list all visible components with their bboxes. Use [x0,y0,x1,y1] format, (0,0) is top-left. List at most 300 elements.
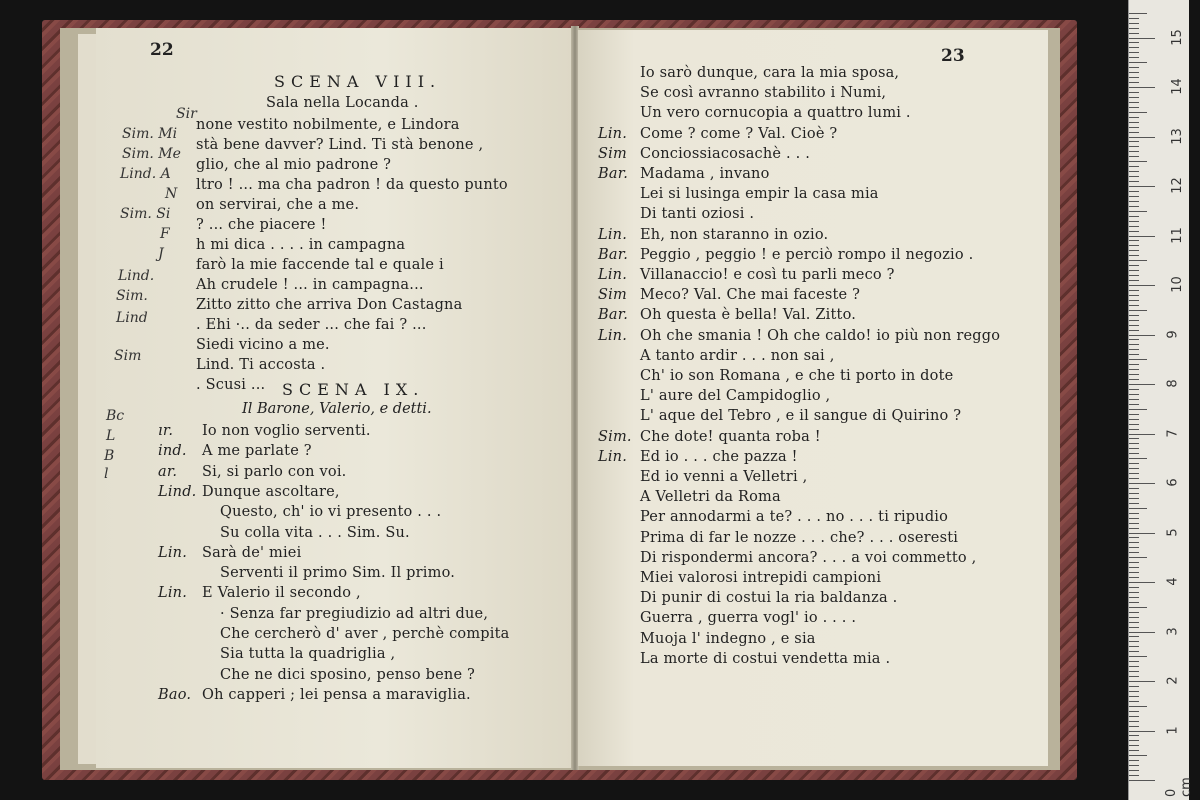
dialogue-text: Conciossiacosachè . . . [640,145,811,162]
ruler-tick [1129,503,1139,504]
ruler-tick [1129,612,1139,613]
ruler-tick [1129,171,1139,172]
ruler-tick [1129,468,1139,469]
ruler-tick [1129,325,1139,326]
text-line [158,625,509,643]
text-line [598,104,911,122]
ruler-tick [1129,671,1139,672]
text-line [196,296,462,314]
dialogue-text: Muoja l' indegno , e sia [640,630,816,647]
ruler-tick [1129,181,1139,182]
ruler-number: 9 [1165,329,1181,339]
ruler-tick [1129,711,1139,712]
ruler-tick [1129,384,1155,385]
text-line [598,569,881,587]
ruler-number: 13 [1169,127,1185,145]
ruler-tick [1129,651,1139,652]
ruler-tick [1129,493,1139,494]
text-line [598,630,816,648]
text-line [598,125,837,143]
ruler-tick [1129,740,1139,741]
text-line [598,367,953,385]
text-line [598,266,895,284]
ruler-tick [1129,359,1147,360]
dialogue-text: Un vero cornucopia a quattro lumi . [640,105,911,122]
ruler-tick [1129,676,1139,677]
ruler-number: 0 cm [1164,777,1194,797]
dialogue-text: Meco? Val. Che mai faceste ? [640,287,861,304]
dialogue-text: Che cercherò d' aver , perchè compita [220,626,510,642]
ruler-tick [1129,265,1139,266]
ruler-tick [1129,82,1139,83]
dialogue-text: glio, che al mio padrone ? [196,157,392,173]
ruler-tick [1129,354,1139,355]
text-line [598,327,1000,345]
ruler-tick [1129,270,1139,271]
speaker-label: Lin. [598,267,628,283]
ruler-tick [1129,394,1139,395]
ruler-tick [1129,250,1139,251]
stage-direction: Il Barone, Valerio, e detti. [242,401,432,417]
ruler-tick [1129,438,1139,439]
dialogue-text: E Valerio il secondo , [202,585,361,602]
dialogue-text: Lei si lusinga empir la casa mia [640,186,879,203]
speaker-label: Bar. [598,246,629,263]
text-line [598,589,898,607]
ruler-tick [1129,716,1139,717]
ruler-tick [1129,57,1139,58]
scene-title-ix: SCENA IX. [282,380,425,399]
ruler-tick [1129,721,1139,722]
dialogue-text: Madama , invano [640,166,770,182]
text-line [598,650,890,668]
text-line [598,529,958,547]
ruler-tick [1129,38,1155,39]
dialogue-text: Io non voglio serventi. [202,423,371,439]
ruler-tick [1129,127,1139,128]
ruler-tick [1129,206,1139,207]
speaker-label: Lin. [598,327,628,344]
ruler-tick [1129,587,1139,588]
ruler-tick [1129,141,1139,142]
text-line [598,387,830,405]
ruler-tick [1129,221,1139,222]
dialogue-text: Prima di far le nozze . . . che? . . . oseresti [640,529,959,546]
dialogue-text: Peggio , peggio ! e perciò rompo il negozio . [640,246,974,263]
ruler-tick [1129,166,1139,167]
ruler-number: 6 [1165,478,1181,487]
margin-fragment: Sim. Me [122,146,181,162]
page-number-right: 23 [941,46,965,66]
ruler-tick [1129,770,1139,771]
text-line [598,347,835,365]
ruler-tick [1129,330,1139,331]
ruler-tick [1129,122,1139,123]
ruler-tick [1129,760,1139,761]
text-line [158,584,361,602]
ruler-tick [1129,429,1139,430]
ruler-tick [1129,107,1139,108]
ruler-number: 11 [1169,226,1185,244]
ruler-tick [1129,641,1139,642]
ruler-tick [1129,453,1139,454]
ruler-tick [1129,478,1139,479]
ruler-tick [1129,473,1139,474]
margin-fragment: Bc [106,408,125,424]
ruler-tick [1129,562,1139,563]
right-page [578,30,1048,766]
text-line [158,645,395,663]
ruler-tick [1129,52,1139,53]
ruler-tick [1129,602,1139,603]
ruler-number: 8 [1165,379,1181,388]
dialogue-text: Lind. Ti accosta . [196,357,326,373]
ruler-tick [1129,582,1155,583]
text-line [196,236,405,254]
ruler-tick [1129,275,1139,276]
dialogue-text: stà bene davver? Lind. Ti stà benone , [196,137,484,153]
dialogue-text: Questo, ch' io vi presento . . . [220,504,442,521]
dialogue-text: . Scusi ... [196,377,266,393]
ruler-tick [1129,245,1139,246]
dialogue-text: none vestito nobilmente, e Lindora [196,117,460,133]
text-line [598,84,886,102]
text-line [196,356,325,374]
ruler-tick [1129,448,1139,449]
text-line [598,407,961,425]
text-line [196,256,444,274]
text-line [158,503,441,521]
ruler-tick [1129,67,1139,68]
dialogue-text: Se così avranno stabilito i Numi, [640,85,887,102]
speaker-label: Bao. [158,686,192,703]
text-line [196,196,359,214]
text-line [598,428,821,446]
ruler-tick [1129,513,1139,514]
ruler-tick [1129,320,1139,321]
speaker-label: Lin. [598,448,628,465]
ruler-tick [1129,156,1139,157]
ruler-tick [1129,216,1139,217]
ruler-tick [1129,47,1139,48]
dialogue-text: Eh, non staranno in ozio. [640,226,829,243]
ruler-tick [1129,607,1147,608]
ruler-tick [1129,280,1139,281]
margin-fragment: J [158,246,164,262]
ruler-tick [1129,23,1139,24]
ruler-tick [1129,33,1139,34]
dialogue-text: Siedi vicino a me. [196,337,330,353]
ruler-number: 4 [1165,577,1181,586]
text-line [598,165,770,183]
ruler-number: 15 [1169,28,1185,46]
ruler-tick [1129,567,1139,568]
dialogue-text: Che dote! quanta roba ! [640,428,821,445]
ruler-tick [1129,557,1147,558]
ruler-number: 1 [1165,725,1181,735]
speaker-label: Lin. [598,125,628,142]
ruler-tick [1129,290,1139,291]
dialogue-text: L' aure del Campidoglio , [640,388,831,405]
margin-fragment: F [160,226,170,242]
ruler-tick [1129,632,1155,633]
speaker-label: Sim [598,287,627,304]
ruler-tick [1129,547,1139,548]
ruler-tick [1129,686,1139,687]
dialogue-text: A me parlate ? [202,443,312,460]
text-line [598,145,810,163]
dialogue-text: Di rispondermi ancora? . . . a voi commetto , [640,549,977,566]
dialogue-text: Ed io . . . che pazza ! [640,448,798,465]
margin-fragment: Lind. A [120,166,171,182]
ruler-tick [1129,661,1139,662]
speaker-label: ır. [158,423,174,439]
ruler-tick [1129,374,1139,375]
setting-line: Sala nella Locanda . [266,95,419,111]
text-line [196,176,508,194]
ruler-tick [1129,310,1147,311]
ruler-tick [1129,151,1139,152]
ruler-tick [1129,498,1139,499]
ruler-tick [1129,87,1155,88]
dialogue-text: La morte di costui vendetta mia . [640,650,891,667]
ruler-tick [1129,146,1139,147]
ruler-tick [1129,434,1155,435]
margin-fragment: Sir [176,106,197,122]
dialogue-text: on servirai, che a me. [196,197,360,213]
dialogue-text: Io sarò dunque, cara la mia sposa, [640,65,900,81]
ruler-tick [1129,701,1139,702]
ruler-tick [1129,572,1139,573]
text-line [598,205,754,223]
margin-fragment: Sim. Si [120,206,171,222]
ruler-tick [1129,72,1139,73]
ruler-tick [1129,112,1147,113]
text-line [598,549,976,567]
ruler-tick [1129,404,1139,405]
text-line [158,463,346,481]
text-line [598,286,860,304]
ruler-tick [1129,186,1155,187]
dialogue-text: Oh questa è bella! Val. Zitto. [640,307,857,324]
measuring-ruler [1128,0,1194,800]
text-line [158,686,471,704]
text-line [598,609,856,627]
ruler-tick [1129,13,1147,14]
margin-fragment: Sim. [116,288,148,304]
ruler-tick [1129,117,1139,118]
text-line [598,306,856,324]
ruler-tick [1129,745,1139,746]
text-line [158,564,455,582]
text-line [196,156,391,174]
dialogue-text: Sarà de' miei [202,544,302,561]
ruler-tick [1129,691,1139,692]
speaker-label: Lin. [598,226,628,243]
text-line [598,488,781,506]
dialogue-text: Oh capperi ; lei pensa a maraviglia. [202,686,471,703]
ruler-tick [1129,706,1147,707]
ruler-tick [1129,97,1139,98]
ruler-number: 5 [1165,527,1181,537]
text-line [196,316,427,334]
ruler-tick [1129,236,1155,237]
dialogue-text: ? ... che piacere ! [196,217,327,233]
text-line [196,216,326,234]
ruler-tick [1129,176,1139,177]
ruler-tick [1129,750,1139,751]
dialogue-text: . Ehi ·.. da seder ... che fai ? ... [196,317,427,333]
ruler-tick [1129,735,1139,736]
ruler-tick [1129,775,1139,776]
text-line [196,136,483,154]
margin-fragment: Sim. Mi [122,126,178,142]
ruler-tick [1129,161,1147,162]
ruler-tick [1129,295,1139,296]
dialogue-text: Come ? come ? Val. Cioè ? [640,125,838,142]
ruler-tick [1129,344,1139,345]
ruler-tick [1129,201,1139,202]
ruler-tick [1129,305,1139,306]
ruler-tick [1129,349,1139,350]
ruler-tick [1129,364,1139,365]
dialogue-text: Di punir di costui la ria baldanza . [640,590,898,607]
dialogue-text: Villanaccio! e così tu parli meco ? [640,267,895,283]
dialogue-text: Ed io venni a Velletri , [640,469,808,485]
margin-fragment: Lind [116,310,148,326]
ruler-tick [1129,255,1139,256]
dialogue-text: Per annodarmi a te? . . . no . . . ti ripudio [640,509,949,526]
ruler-tick [1129,656,1147,657]
speaker-label: Lin. [158,585,188,602]
ruler-tick [1129,528,1139,529]
dialogue-text: Si, si parlo con voi. [202,463,347,480]
ruler-tick [1129,419,1139,420]
margin-fragment: N [165,186,178,202]
ruler-tick [1129,552,1139,553]
ruler-tick [1129,592,1139,593]
speaker-label: Lind. [158,483,197,500]
ruler-tick [1129,231,1139,232]
dialogue-text: Miei valorosi intrepidi campioni [640,570,882,586]
ruler-tick [1129,191,1139,192]
text-line [196,336,330,354]
margin-fragment: Sim [114,348,142,364]
speaker-label: Bar. [598,307,629,324]
ruler-tick [1129,443,1139,444]
ruler-tick [1129,389,1139,390]
text-line [598,246,973,264]
dialogue-text: Zitto zitto che arriva Don Castagna [196,297,463,313]
text-line [598,448,798,466]
speaker-label: Lin. [158,544,188,561]
ruler-tick [1129,617,1139,618]
ruler-tick [1129,537,1139,538]
dialogue-text: L' aque del Tebro , e il sangue di Quirino ? [640,408,962,425]
ruler-tick [1129,458,1147,459]
dialogue-text: ltro ! ... ma cha padron ! da questo punto [196,177,508,193]
speaker-label: Bar. [598,166,629,182]
dialogue-text: A Velletri da Roma [640,489,781,506]
ruler-tick [1129,463,1139,464]
ruler-tick [1129,681,1155,682]
ruler-tick [1129,597,1139,598]
dialogue-text: Che ne dici sposino, penso bene ? [220,666,476,683]
ruler-tick [1129,577,1139,578]
ruler-tick [1129,137,1155,138]
dialogue-text: Serventi il primo Sim. Il primo. [220,565,456,582]
margin-fragment: L [106,428,116,444]
text-line [158,483,340,501]
ruler-tick [1129,285,1155,286]
ruler-tick [1129,646,1139,647]
ruler-tick [1129,414,1139,415]
ruler-tick [1129,379,1139,380]
dialogue-text: Ch' io son Romana , e che ti porto in dote [640,368,954,384]
ruler-tick [1129,409,1147,410]
text-line [158,666,475,684]
dialogue-text: Oh che smania ! Oh che caldo! io più non reggo [640,327,1001,344]
speaker-label: Sim [598,145,627,162]
ruler-tick [1129,523,1139,524]
ruler-tick [1129,196,1139,197]
ruler-tick [1129,627,1139,628]
margin-fragment: B [104,448,115,464]
ruler-tick [1129,300,1139,301]
text-line [158,605,488,623]
ruler-tick [1129,731,1155,732]
ruler-tick [1129,765,1139,766]
dialogue-text: Guerra , guerra vogl' io . . . . [640,610,857,627]
ruler-tick [1129,483,1155,484]
ruler-number: 2 [1165,676,1181,685]
ruler-tick [1129,636,1139,637]
ruler-tick [1129,399,1139,400]
scene-title-viii: SCENA VIII. [274,72,442,91]
ruler-tick [1129,62,1147,63]
text-line [196,116,460,134]
text-line [196,376,265,394]
ruler-tick [1129,666,1139,667]
ruler-tick [1129,542,1139,543]
text-line [598,468,807,486]
dialogue-text: Sia tutta la quadriglia , [220,646,396,663]
page-number-left: 22 [150,40,174,60]
ruler-tick [1129,18,1139,19]
ruler-tick [1129,424,1139,425]
dialogue-text: Dunque ascoltare, [202,483,340,500]
ruler-tick [1129,622,1139,623]
dialogue-text: · Senza far pregiudizio ad altri due, [220,605,489,622]
ruler-tick [1129,28,1139,29]
ruler-number: 12 [1169,177,1185,194]
ruler-number: 10 [1169,276,1185,293]
ruler-tick [1129,369,1139,370]
ruler-tick [1129,132,1139,133]
ruler-tick [1129,102,1139,103]
text-line [598,508,948,526]
text-line [196,276,424,294]
ruler-tick [1129,226,1139,227]
text-line [158,422,371,440]
ruler-number: 7 [1165,428,1181,438]
ruler-tick [1129,260,1147,261]
ruler-tick [1129,240,1139,241]
ruler-tick [1129,780,1155,781]
ruler-tick [1129,77,1139,78]
ruler-number: 14 [1169,78,1185,95]
ruler-tick [1129,488,1139,489]
